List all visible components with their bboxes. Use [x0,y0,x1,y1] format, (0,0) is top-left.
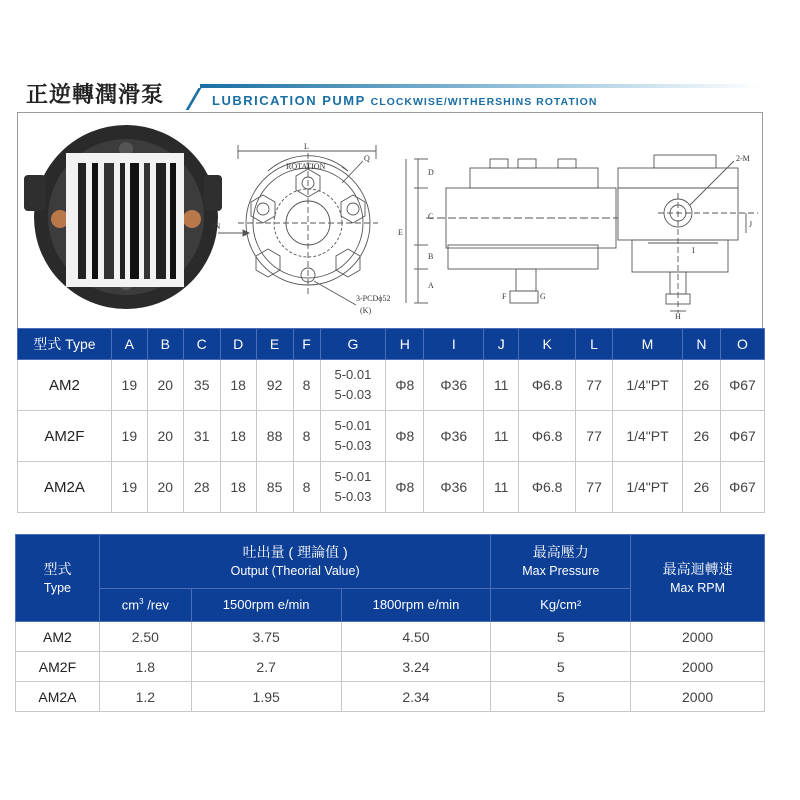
cell-i: Φ36 [424,411,484,462]
perf-subheader-cm3-tail: /rev [143,597,169,613]
header-d: D [220,329,256,360]
perf-cell-1500: 3.75 [191,622,341,652]
header-k: K [519,329,576,360]
cell-model: AM2 [18,360,112,411]
header-e: E [256,329,293,360]
table-row [16,682,765,712]
cell-l: 77 [576,462,613,513]
cell-h: Φ8 [386,360,424,411]
table-row [18,360,765,411]
cell-k: Φ6.8 [519,462,576,513]
label-q: Q [364,154,370,163]
perf-cell-1800: 2.34 [341,682,491,712]
perf-header-rpm-en: Max RPM [670,581,726,595]
cell-g [320,360,386,411]
cell-b: 20 [147,360,183,411]
label-in: IN [212,222,221,231]
cell-e: 92 [256,360,293,411]
cell-i: Φ36 [424,360,484,411]
cell-g-lower: 5-0.03 [334,438,372,453]
cell-model: AM2F [18,411,112,462]
cell-b: 20 [147,462,183,513]
perf-header-output [99,535,490,589]
perf-cell-1800: 3.24 [341,652,491,682]
cell-d: 18 [220,360,256,411]
label-e: E [398,228,403,237]
cell-a: 19 [111,462,147,513]
table-row [16,622,765,652]
perf-header-pressure [491,535,631,589]
cell-m: 1/4"PT [613,360,683,411]
front-view-labels [212,142,390,315]
header-l: L [576,329,613,360]
perf-cell-cm3: 1.2 [99,682,191,712]
performance-header-row-1 [16,535,765,589]
cell-o: Φ67 [720,360,764,411]
perf-header-type-zh: 型式 [43,561,72,577]
cell-b: 20 [147,411,183,462]
cell-g-upper: 5-0.01 [334,418,372,433]
perf-cell-cm3: 2.50 [99,622,191,652]
end-view-drawing [618,155,758,313]
cell-j: 11 [484,462,519,513]
label-b: B [428,252,434,261]
cell-e: 88 [256,411,293,462]
cell-n: 26 [682,411,720,462]
cell-k: Φ6.8 [519,411,576,462]
side-view-drawing [406,159,618,303]
perf-header-output-zh: 吐出量 ( 理論值 ) [242,544,348,561]
pump-photo [24,125,222,309]
header-rule [200,84,760,88]
label-h: H [675,312,681,321]
header-h: H [386,329,424,360]
header-g: G [320,329,386,360]
cell-g [320,462,386,513]
perf-header-pressure-en: Max Pressure [522,564,600,579]
cell-n: 26 [682,462,720,513]
label-k: (K) [360,306,372,315]
header-i: I [424,329,484,360]
cell-c: 28 [183,462,220,513]
cell-o: Φ67 [720,411,764,462]
perf-cell-rpm: 2000 [631,652,765,682]
cell-f: 8 [293,462,320,513]
page-header [22,74,762,114]
perf-header-pressure-zh: 最高壓力 [532,544,589,561]
perf-cell-pressure: 5 [491,682,631,712]
cell-f: 8 [293,411,320,462]
perf-cell-1500: 2.7 [191,652,341,682]
cell-i: Φ36 [424,462,484,513]
label-j: J [749,220,753,229]
perf-cell-cm3: 1.8 [99,652,191,682]
cell-l: 77 [576,411,613,462]
cell-o: Φ67 [720,462,764,513]
perf-subheader-cm3 [99,588,191,621]
title-english-sub: CLOCKWISE/WITHERSHINS ROTATION [370,96,598,108]
table-row [18,411,765,462]
perf-subheader-kg: Kg/cm² [491,588,631,621]
perf-cell-pressure: 5 [491,652,631,682]
header-type: 型式 Type [18,329,112,360]
title-chinese: 正逆轉潤滑泵 [26,83,165,108]
header-j: J [484,329,519,360]
cell-model: AM2A [18,462,112,513]
header-o: O [720,329,764,360]
label-l: L [304,142,309,151]
cell-j: 11 [484,411,519,462]
cell-m: 1/4"PT [613,411,683,462]
cell-g-upper: 5-0.01 [334,367,372,382]
cell-a: 19 [111,360,147,411]
drawing-area [17,112,763,329]
end-view-labels [675,154,752,321]
perf-header-rpm [631,535,765,622]
cell-k: Φ6.8 [519,360,576,411]
label-a: A [428,281,434,290]
cell-d: 18 [220,462,256,513]
cell-m: 1/4"PT [613,462,683,513]
cell-a: 19 [111,411,147,462]
label-m: 2-M [736,154,750,163]
title-english [212,93,597,108]
cell-g-upper: 5-0.01 [334,469,372,484]
label-d: D [428,168,434,177]
perf-header-rpm-zh: 最高迴轉速 [662,561,733,577]
perf-subheader-1800: 1800rpm e/min [341,588,491,621]
perf-header-type-en: Type [43,581,71,595]
perf-cell-rpm: 2000 [631,682,765,712]
cell-e: 85 [256,462,293,513]
perf-header-output-en: Output (Theorial Value) [230,564,360,579]
label-f: F [502,292,507,301]
header-m: M [613,329,683,360]
table-row [16,652,765,682]
dimension-table-header [18,329,765,360]
cell-g [320,411,386,462]
label-g: G [540,292,546,301]
cell-f: 8 [293,360,320,411]
cell-j: 11 [484,360,519,411]
cell-g-lower: 5-0.03 [334,387,372,402]
perf-subheader-cm3-unit: cm [121,597,140,613]
label-c: C [428,212,434,221]
cell-n: 26 [682,360,720,411]
perf-cell-model: AM2F [16,652,100,682]
perf-subheader-cm3-sup: 3 [139,597,144,607]
header-c: C [183,329,220,360]
cell-l: 77 [576,360,613,411]
dimension-table [17,328,765,513]
cell-c: 31 [183,411,220,462]
cell-g-lower: 5-0.03 [334,489,372,504]
perf-cell-1800: 4.50 [341,622,491,652]
perf-cell-1500: 1.95 [191,682,341,712]
header-f: F [293,329,320,360]
technical-drawings [18,113,762,328]
cell-d: 18 [220,411,256,462]
header-a: A [111,329,147,360]
perf-cell-rpm: 2000 [631,622,765,652]
header-n: N [682,329,720,360]
cell-h: Φ8 [386,462,424,513]
cell-c: 35 [183,360,220,411]
perf-cell-model: AM2 [16,622,100,652]
perf-header-type [16,535,100,622]
header-b: B [147,329,183,360]
title-english-main: LUBRICATION PUMP [212,93,366,108]
perf-cell-pressure: 5 [491,622,631,652]
perf-subheader-1500: 1500rpm e/min [191,588,341,621]
label-rotation: ROTATION [286,162,326,171]
label-i: I [692,246,695,255]
perf-cell-model: AM2A [16,682,100,712]
cell-h: Φ8 [386,411,424,462]
table-row [18,462,765,513]
label-pcd: 3-PCDϕ52 [356,294,391,303]
performance-table [15,534,765,712]
